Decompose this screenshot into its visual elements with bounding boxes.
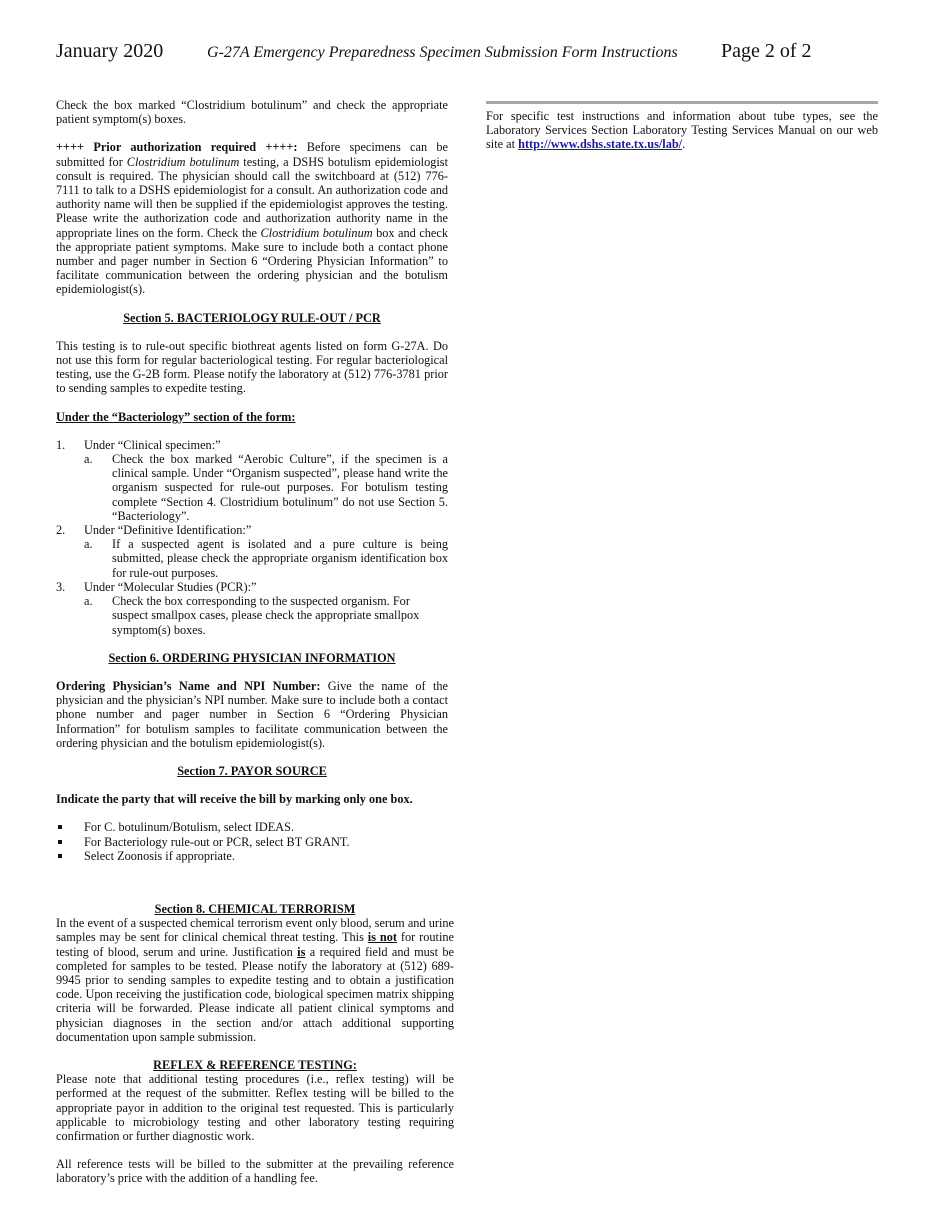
list-item: For C. botulinum/Botulism, select IDEAS. <box>56 820 448 834</box>
list-item: Select Zoonosis if appropriate. <box>56 849 448 863</box>
divider <box>486 101 878 104</box>
bullet-square-icon <box>58 825 62 829</box>
left-column-lower <box>56 902 454 1186</box>
reflex-heading: REFLEX & REFERENCE TESTING: <box>153 1058 357 1073</box>
header-date: January 2020 <box>56 40 164 62</box>
list-item: 2. Under “Definitive Identification:” a. If a suspected agent is isolated and a pure culture is being submitted, please check the appropriate organism identification box for rule-out purposes. <box>56 523 448 580</box>
section-7-instruction: Indicate the party that will receive the bill by marking only one box. <box>56 792 413 807</box>
section-8-heading: Section 8. CHEMICAL TERRORISM <box>154 902 356 916</box>
header-page-number: Page 2 of 2 <box>721 40 812 62</box>
header-title: G-27A Emergency Preparedness Specimen Submission Form Instructions <box>207 44 678 61</box>
prior-authorization-paragraph: ++++ Prior authorization required ++++: Before specimens can be submitted for Clostridium botulinum testing, a DSHS botulism epidemiologist consult is required. The physician should call the switchboard at (512) 776-7111 to talk to a DSHS epidemiologist for a consult. An authorization code and authority name will then be supplied if the epidemiologist approves the testing. Please write the authorization code and authorization authority name in the appropriate lines on the form. Check the Clostridium botulinum box and check the appropriate patient symptoms. Make sure to include both a contact phone number and pager number in Section 6 “Ordering Physician Information” to facilitate communication between the ordering physician and the botulism epidemiologist(s). <box>56 140 448 297</box>
section-7-heading: Section 7. PAYOR SOURCE <box>177 763 327 778</box>
lab-website-link[interactable]: http://www.dshs.state.tx.us/lab/ <box>518 137 683 152</box>
left-column <box>56 98 448 863</box>
list-item: 1. Under “Clinical specimen:” a. Check the box marked “Aerobic Culture”, if the specimen is a clinical sample. Under “Organism suspected”, please hand write the organism suspected for rule-out purposes. For botulism testing complete “Section 4. Clostridium botulinum” do not use Section 5. “Bacteriology”. <box>56 437 448 523</box>
list-item: For Bacteriology rule-out or PCR, select BT GRANT. <box>56 835 448 849</box>
section-6-heading: Section 6. ORDERING PHYSICIAN INFORMATION <box>108 650 396 665</box>
section-5-heading: Section 5. BACTERIOLOGY RULE-OUT / PCR <box>123 310 381 325</box>
section-5-body: This testing is to rule-out specific biothreat agents listed on form G-27A. Do not use this form for regular bacteriological testing. For regular bacteriological testing, use the G-2B form. Please notify the laboratory at (512) 776-3781 prior to sending samples to expedite testing. <box>56 338 448 396</box>
bullet-square-icon <box>58 840 62 844</box>
page-header <box>56 40 916 68</box>
right-paragraph: For specific test instructions and information about tube types, see the Laboratory Services Section Laboratory Testing Services Manual on our web site at http://www.dshs.state.tx.us/lab/. <box>486 109 878 152</box>
sub-list-item: a. If a suspected agent is isolated and a pure culture is being submitted, please check the appropriate organism identification box for rule-out purposes. <box>84 537 448 580</box>
sub-list-item: a. Check the box corresponding to the suspected organism. For suspect smallpox cases, please check the appropriate smallpox symptom(s) boxes. <box>84 594 420 637</box>
reflex-paragraph: Please note that additional testing procedures (i.e., reflex testing) will be performed at the request of the submitter. Reflex testing will be billed to the appropriate payor in addition to the original test requested. This is particularly applicable to microbiology testing and other laboratory testing requiring confirmation or further diagnostic work. <box>56 1072 454 1144</box>
bullet-square-icon <box>58 854 62 858</box>
list-item: 3. Under “Molecular Studies (PCR):” a. Check the box corresponding to the suspected organism. For suspect smallpox cases, please check the appropriate smallpox symptom(s) boxes. <box>56 580 448 637</box>
reference-paragraph: All reference tests will be billed to the submitter at the prevailing reference laboratory’s price with the addition of a handling fee. <box>56 1157 454 1186</box>
sub-list-item: a. Check the box marked “Aerobic Culture”, if the specimen is a clinical sample. Under “Organism suspected”, please hand write the organism suspected for rule-out purposes. For botulism testing complete “Section 4. Clostridium botulinum” do not use Section 5. “Bacteriology”. <box>84 452 448 523</box>
bacteriology-steps <box>56 438 448 637</box>
right-column <box>486 101 878 152</box>
intro-paragraph: Check the box marked “Clostridium botulinum” and check the appropriate patient symptom(s) boxes. <box>56 98 448 127</box>
bacteriology-subheading: Under the “Bacteriology” section of the form: <box>56 409 296 424</box>
prior-authorization-lead: ++++ Prior authorization required ++++: <box>56 140 298 155</box>
section-8-body: In the event of a suspected chemical terrorism event only blood, serum and urine samples may be sent for clinical chemical threat testing. This is not for routine testing of blood, serum and urine. Justification is a required field and must be completed for samples to be tested. Please notify the laboratory at (512) 689-9945 prior to sending samples to expedite testing and to obtain a justification code. Upon receiving the justification code, biological specimen matrix shipping criteria will be forwarded. Please indicate all patient clinical symptoms and physician diagnoses in the section and/or attach additional supporting documentation upon sample submission. <box>56 916 454 1044</box>
payor-bullets <box>56 820 448 863</box>
section-6-body: Ordering Physician’s Name and NPI Number: Give the name of the physician and the physician’s NPI number. Make sure to include both a contact phone number and pager number in Section 6 “Ordering Physician Information” for botulism samples to facilitate communication between the ordering physician and the botulism epidemiologist(s). <box>56 678 448 750</box>
